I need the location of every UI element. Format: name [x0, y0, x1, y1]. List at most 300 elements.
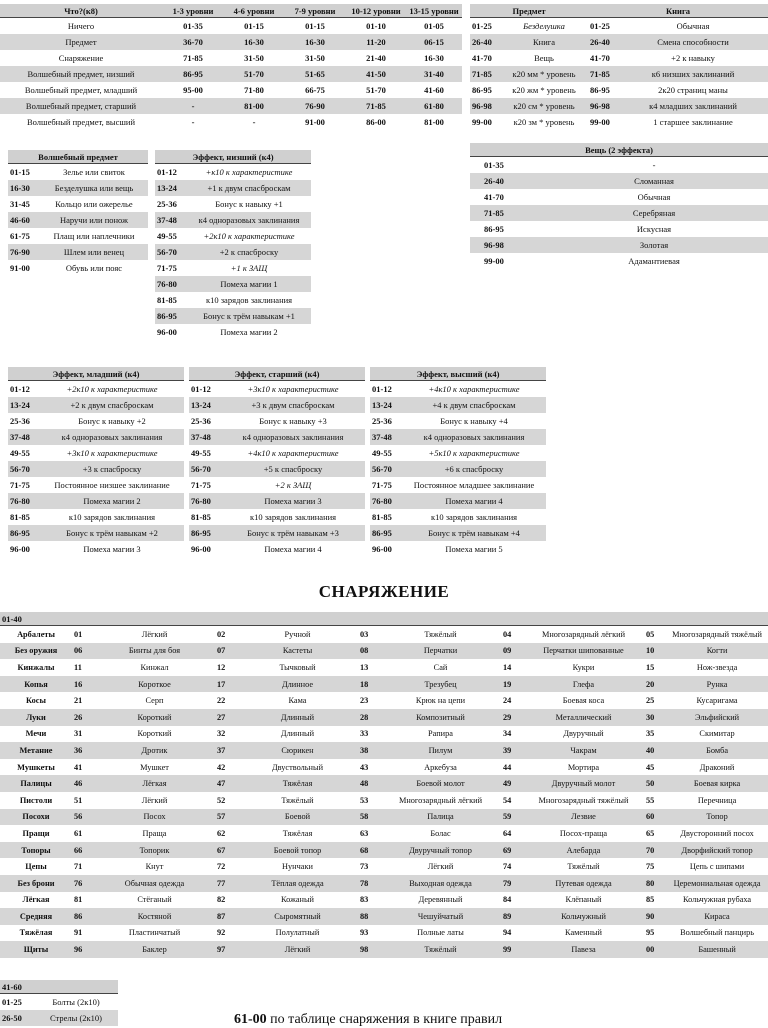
equipment-category: Тяжёлая — [19, 928, 53, 938]
equipment-roll-number: 60 — [644, 809, 666, 826]
book-result: к4 младших заклинаний — [618, 98, 768, 114]
equipment-category: Мечи — [25, 729, 47, 739]
thing-row — [470, 221, 768, 237]
equipment-category: Средняя — [0, 908, 72, 925]
equipment-roll-number: 28 — [358, 709, 380, 726]
effect-major-roll-range: 96-00 — [191, 544, 211, 554]
item-roll-range: 86-95 — [472, 85, 492, 95]
effect-minor-row — [8, 397, 184, 413]
effect-supreme-row — [370, 477, 546, 493]
effect-lesser-roll-range: 13-24 — [155, 180, 187, 196]
equipment-roll-number: 19 — [501, 676, 523, 693]
magic-item-roll-range: 91-00 — [10, 263, 30, 273]
equipment-category: Пращи — [22, 828, 50, 838]
book-result: Смена способности — [618, 34, 768, 50]
item-result: Вещь — [534, 53, 554, 63]
effect-supreme-row — [370, 509, 546, 525]
main-table-range-cell: 71-85 — [346, 98, 406, 114]
effect-minor-roll-range: 37-48 — [8, 429, 40, 445]
thing-row — [470, 237, 768, 253]
main-table-col-header: 7-9 уровни — [284, 4, 346, 18]
thing-result: Сломанная — [540, 173, 768, 189]
equipment-roll-number: 10 — [644, 643, 666, 660]
thing-row — [470, 189, 768, 205]
equipment-roll-number: 26 — [72, 709, 94, 726]
equipment-roll-number: 47 — [215, 775, 237, 792]
equipment-item-name: Пластинчатый — [128, 928, 181, 938]
book-roll-range: 96-98 — [588, 98, 618, 114]
effect-minor-roll-range: 25-36 — [10, 416, 30, 426]
item-roll-range: 41-70 — [472, 53, 492, 63]
effect-minor-result: +3 к спасброску — [40, 461, 184, 477]
equipment-roll-number: 04 — [503, 629, 512, 639]
equipment-roll-number: 43 — [360, 762, 369, 772]
equipment-item-name: Путевая одежда — [523, 875, 644, 892]
equipment-roll-number: 23 — [360, 696, 369, 706]
item-result: к20 зм * уровень — [513, 117, 575, 127]
thing-table — [470, 143, 768, 269]
equipment-row — [0, 742, 768, 759]
book-result: Обычная — [676, 21, 710, 31]
equipment-row — [0, 676, 768, 693]
equipment-row — [0, 792, 768, 809]
equipment-row — [0, 825, 768, 842]
equipment-roll-number: 35 — [646, 729, 655, 739]
equipment-item-name: Мортира — [567, 762, 600, 772]
equipment-roll-number: 96 — [72, 941, 94, 958]
equipment-roll-number: 22 — [217, 696, 226, 706]
item-book-row — [470, 66, 768, 82]
effect-lesser-roll-range: 49-55 — [157, 231, 177, 241]
main-table-row-label: Волшебный предмет, младший — [24, 85, 138, 95]
thing-result: Золотая — [540, 237, 768, 253]
equipment-roll-number: 73 — [360, 862, 369, 872]
equipment-item-name: Тяжёлый — [567, 862, 600, 872]
equipment-row — [0, 643, 768, 660]
main-table-range-cell: 31-50 — [244, 53, 264, 63]
equipment-item-name: Глефа — [523, 676, 644, 693]
equipment-item-name: Волшебный панцирь — [680, 928, 755, 938]
item-result: к20 мм * уровень — [500, 66, 588, 82]
magic-item-result: Плащ или наплечники — [53, 231, 135, 241]
equipment-category: Щиты — [0, 941, 72, 958]
item-table-header: Предмет — [470, 4, 588, 18]
equipment-item-name: Алебарда — [523, 842, 644, 859]
equipment-item-name: Эльфийский — [666, 709, 768, 726]
equipment-roll-number: 48 — [358, 775, 380, 792]
equipment-item-name: Двуручный молот — [523, 775, 644, 792]
equipment-roll-number: 86 — [72, 908, 94, 925]
equipment-item-name: Павеза — [523, 941, 644, 958]
equipment-roll-number: 38 — [358, 742, 380, 759]
equipment-roll-number: 76 — [72, 875, 94, 892]
main-table-range-cell: 71-80 — [244, 85, 264, 95]
thing-table-header: Вещь (2 эффекта) — [470, 143, 768, 157]
equipment-item-name: Когти — [666, 643, 768, 660]
equipment-item-name: Болас — [430, 828, 451, 838]
book-result: 2к20 страниц маны — [658, 85, 728, 95]
equipment-item-name: Выходная одежда — [380, 875, 501, 892]
effect-minor-row — [8, 493, 184, 509]
main-table-range-cell: 71-85 — [183, 53, 203, 63]
magic-item-row — [8, 196, 148, 212]
equipment-roll-number: 68 — [358, 842, 380, 859]
effect-supreme-result: +4 к двум спасброскам — [402, 397, 546, 413]
equipment-table — [0, 612, 768, 958]
equipment-roll-number: 98 — [358, 941, 380, 958]
ammo-result: Болты (2к10) — [52, 997, 100, 1007]
thing-result: Адамантиевая — [628, 256, 680, 266]
thing-roll-range: 96-98 — [470, 237, 540, 253]
equipment-roll-number: 27 — [215, 709, 237, 726]
equipment-roll-number: 17 — [215, 676, 237, 693]
equipment-row — [0, 941, 768, 958]
effect-major-roll-range: 37-48 — [189, 429, 221, 445]
magic-item-result: Безделушка или вещь — [40, 180, 148, 196]
equipment-item-name: Кожаный — [281, 895, 314, 905]
equipment-row — [0, 925, 768, 942]
equipment-item-name: Рапира — [428, 729, 453, 739]
equipment-item-name: Чешуйчатый — [380, 908, 501, 925]
equipment-roll-number: 52 — [217, 795, 226, 805]
effect-major-roll-range: 76-80 — [189, 493, 221, 509]
effect-lesser-result: +1 к ЗАЩ — [230, 263, 268, 273]
magic-item-roll-range: 31-45 — [10, 199, 30, 209]
effect-supreme-result: к4 одноразовых заклинания — [402, 429, 546, 445]
thing-roll-range: 01-35 — [484, 160, 504, 170]
equipment-row — [0, 659, 768, 676]
equipment-category: Топоры — [0, 842, 72, 859]
equipment-roll-number: 12 — [217, 662, 226, 672]
equipment-item-name: Длинное — [237, 676, 358, 693]
equipment-item-name: Скимитар — [699, 729, 735, 739]
equipment-roll-number: 14 — [503, 662, 512, 672]
effect-supreme-result: Постоянное младшее заклинание — [413, 480, 535, 490]
equipment-item-name: Тяжёлая — [237, 775, 358, 792]
effect-lesser-result: +2к10 к характеристике — [203, 231, 295, 241]
effect-supreme-roll-range: 25-36 — [372, 416, 392, 426]
equipment-item-name: Кольчужный — [523, 908, 644, 925]
main-table-range-cell: 81-00 — [224, 98, 284, 114]
magic-item-result: Шлем или венец — [40, 244, 148, 260]
equipment-roll-number: 02 — [217, 629, 226, 639]
equipment-item-name: Короткий — [137, 729, 172, 739]
main-table-row-label: Волшебный предмет, старший — [0, 98, 162, 114]
item-result: Книга — [500, 34, 588, 50]
main-table-range-cell: 01-05 — [424, 21, 444, 31]
item-book-row — [470, 98, 768, 114]
item-roll-range: 99-00 — [472, 117, 492, 127]
effect-lesser-roll-range: 71-75 — [157, 263, 177, 273]
equipment-item-name: Топорик — [94, 842, 215, 859]
effect-supreme-row — [370, 493, 546, 509]
equipment-item-name: Перчатки шипованные — [523, 643, 644, 660]
main-table-col-header: 13-15 уровни — [406, 4, 462, 18]
effect-minor-roll-range: 76-80 — [8, 493, 40, 509]
book-roll-range: 01-25 — [590, 21, 610, 31]
main-table-range-cell: 11-20 — [346, 34, 406, 50]
main-table-range-cell: 91-00 — [305, 117, 325, 127]
equipment-roll-number: 72 — [217, 862, 226, 872]
main-table-row-label: Ничего — [67, 21, 95, 31]
effect-major-row — [189, 509, 365, 525]
main-table-range-cell: - — [191, 117, 195, 127]
effect-major-row — [189, 397, 365, 413]
equipment-item-name: Боевая кирка — [666, 775, 768, 792]
effect-minor-row — [8, 445, 184, 461]
main-table-col-header: Что?(к8) — [0, 4, 162, 18]
equipment-roll-number: 29 — [501, 709, 523, 726]
equipment-item-name: Тычковый — [279, 662, 316, 672]
item-result: к20 жм * уровень — [512, 85, 576, 95]
effect-minor-result: Бонус к навыку +2 — [78, 416, 146, 426]
equipment-roll-number: 05 — [646, 629, 655, 639]
ammo-roll-range: 26-50 — [0, 1010, 34, 1026]
equipment-item-name: Лезвие — [523, 809, 644, 826]
item-book-row — [470, 114, 768, 130]
equipment-category: Посохи — [0, 809, 72, 826]
effect-minor-roll-range: 96-00 — [10, 544, 30, 554]
book-result: +2 к навыку — [671, 53, 715, 63]
effect-supreme-result: +4к10 к характеристике — [428, 384, 520, 394]
effect-major-result: +4к10 к характеристике — [247, 448, 339, 458]
equipment-roll-number: 58 — [358, 809, 380, 826]
equipment-roll-number: 54 — [503, 795, 512, 805]
effect-major-roll-range: 25-36 — [191, 416, 211, 426]
equipment-item-name: Лёгкий — [141, 629, 168, 639]
equipment-roll-number: 85 — [646, 895, 655, 905]
main-table-range-cell: 16-30 — [284, 34, 346, 50]
main-table-range-cell: 51-70 — [224, 66, 284, 82]
equipment-item-name: Драконий — [699, 762, 735, 772]
magic-item-roll-range: 76-90 — [8, 244, 40, 260]
equipment-row — [0, 875, 768, 892]
equipment-roll-number: 95 — [646, 928, 655, 938]
main-table-row — [0, 82, 462, 98]
effect-minor-row — [8, 477, 184, 493]
equipment-roll-number: 56 — [72, 809, 94, 826]
effect-minor-result: +2к10 к характеристике — [66, 384, 158, 394]
equipment-category: Палицы — [0, 775, 72, 792]
equipment-item-name: Двуручный — [563, 729, 604, 739]
effect-lesser-row — [155, 196, 311, 212]
effect-lesser-row — [155, 260, 311, 276]
equipment-roll-number: 42 — [217, 762, 226, 772]
equipment-item-name: Кама — [288, 696, 307, 706]
equipment-roll-number: 09 — [501, 643, 523, 660]
main-table-row — [0, 66, 462, 82]
effect-major-row — [189, 381, 365, 398]
equipment-item-name: Ручной — [284, 629, 311, 639]
equipment-item-name: Сыромятный — [237, 908, 358, 925]
equipment-roll-number: 89 — [501, 908, 523, 925]
equipment-item-name: Полные латы — [417, 928, 464, 938]
equipment-item-name: Кольчужная рубаха — [683, 895, 752, 905]
equipment-item-name: Тяжёлая — [282, 828, 313, 838]
magic-item-roll-range: 01-15 — [10, 167, 30, 177]
main-table-range-cell: 41-60 — [424, 85, 444, 95]
main-table-range-cell: 66-75 — [305, 85, 325, 95]
effect-major-result: Помеха магии 4 — [264, 544, 322, 554]
effect-major-result: +5 к спасброску — [221, 461, 365, 477]
main-table-range-cell: - — [162, 98, 224, 114]
main-table-range-cell: 31-40 — [406, 66, 462, 82]
effect-lesser-result: Помеха магии 1 — [187, 276, 311, 292]
effect-lesser-row — [155, 228, 311, 244]
main-table-range-cell: 86-95 — [162, 66, 224, 82]
equipment-item-name: Посох-праща — [559, 828, 608, 838]
effect-major-roll-range: 01-12 — [191, 384, 211, 394]
effect-supreme-result: Помеха магии 5 — [445, 544, 503, 554]
book-result: к6 низших заклинаний — [618, 66, 768, 82]
equipment-roll-number: 87 — [215, 908, 237, 925]
equipment-item-name: Обычная одежда — [94, 875, 215, 892]
equipment-item-name: Клёпаный — [565, 895, 602, 905]
equipment-item-name: Металлический — [523, 709, 644, 726]
effect-minor-result: к4 одноразовых заклинания — [40, 429, 184, 445]
equipment-roll-number: 92 — [217, 928, 226, 938]
equipment-category: Луки — [0, 709, 72, 726]
effect-major-row — [189, 477, 365, 493]
effect-major-roll-range: 81-85 — [191, 512, 211, 522]
equipment-item-name: Многозарядный лёгкий — [541, 629, 626, 639]
effect-major-row — [189, 429, 365, 445]
equipment-roll-number: 81 — [74, 895, 83, 905]
equipment-item-name: Топор — [666, 809, 768, 826]
effect-minor-result: +2 к двум спасброскам — [40, 397, 184, 413]
equipment-item-name: Кнут — [145, 862, 164, 872]
magic-item-row — [8, 212, 148, 228]
equipment-roll-number: 84 — [503, 895, 512, 905]
effect-lesser-result: к4 одноразовых заклинания — [187, 212, 311, 228]
equipment-item-name: Баклер — [94, 941, 215, 958]
effect-minor-result: к10 зарядов заклинания — [68, 512, 156, 522]
equipment-roll-number: 66 — [72, 842, 94, 859]
main-table-range-cell: 76-90 — [284, 98, 346, 114]
effect-minor-roll-range: 13-24 — [8, 397, 40, 413]
book-roll-range: 71-85 — [588, 66, 618, 82]
equipment-roll-number: 55 — [646, 795, 655, 805]
effect-lesser-result: к10 зарядов заклинания — [205, 295, 293, 305]
effect-supreme-roll-range: 81-85 — [372, 512, 392, 522]
main-table-row-label: Волшебный предмет, высший — [26, 117, 136, 127]
effect-supreme-roll-range: 56-70 — [370, 461, 402, 477]
thing-row — [470, 253, 768, 269]
effect-major-row — [189, 461, 365, 477]
equipment-roll-number: 45 — [646, 762, 655, 772]
equipment-item-name: Мушкет — [140, 762, 169, 772]
effect-lesser-result: Помеха магии 2 — [220, 327, 278, 337]
effect-major-result: к10 зарядов заклинания — [249, 512, 337, 522]
equipment-roll-number: 77 — [215, 875, 237, 892]
equipment-item-name: Перчатки — [380, 643, 501, 660]
equipment-item-name: Тяжёлый — [424, 629, 457, 639]
equipment-roll-number: 83 — [360, 895, 369, 905]
effect-supreme-row — [370, 429, 546, 445]
equipment-roll-number: 18 — [358, 676, 380, 693]
main-table-col-header: 10-12 уровни — [346, 4, 406, 18]
equipment-row — [0, 908, 768, 925]
equipment-item-name: Многозарядный тяжёлый — [538, 795, 629, 805]
equipment-item-name: Сюрикен — [237, 742, 358, 759]
effect-minor-row — [8, 429, 184, 445]
main-table-col-header: 1-3 уровни — [162, 4, 224, 18]
main-table-row — [0, 114, 462, 130]
effect-supreme-row — [370, 461, 546, 477]
magic-item-header: Волшебный предмет — [8, 150, 148, 164]
main-table-row — [0, 98, 462, 114]
equipment-roll-number: 03 — [360, 629, 369, 639]
effect-major-result: +3 к двум спасброскам — [221, 397, 365, 413]
equipment-roll-number: 24 — [503, 696, 512, 706]
equipment-roll-number: 90 — [644, 908, 666, 925]
effect-minor-header: Эффект, младший (к4) — [8, 367, 184, 381]
equipment-roll-number: 44 — [503, 762, 512, 772]
equipment-roll-number: 78 — [358, 875, 380, 892]
equipment-category: Кинжалы — [17, 662, 55, 672]
main-table-row — [0, 34, 462, 50]
equipment-category: Без оружия — [0, 643, 72, 660]
equipment-roll-number: 94 — [503, 928, 512, 938]
equipment-item-name: Двусторонний посох — [680, 828, 754, 838]
effect-major-roll-range: 71-75 — [191, 480, 211, 490]
effect-major-result: к4 одноразовых заклинания — [221, 429, 365, 445]
equipment-roll-number: 80 — [644, 875, 666, 892]
equipment-row — [0, 709, 768, 726]
equipment-roll-number: 21 — [74, 696, 83, 706]
equipment-roll-number: 67 — [215, 842, 237, 859]
bottom-note-text: по таблице снаряжения в книге правил — [266, 1012, 503, 1027]
equipment-item-name: Церемониальная одежда — [666, 875, 768, 892]
equipment-item-name: Дротик — [94, 742, 215, 759]
effect-major-result: +3к10 к характеристике — [247, 384, 339, 394]
equipment-category: Пистоли — [19, 795, 53, 805]
main-table-range-cell: 01-15 — [305, 21, 325, 31]
equipment-item-name: Трезубец — [380, 676, 501, 693]
main-table-col-header: 4-6 уровни — [224, 4, 284, 18]
thing-result: - — [652, 160, 656, 170]
equipment-item-name: Деревянный — [418, 895, 463, 905]
effect-minor-roll-range: 86-95 — [8, 525, 40, 541]
equipment-category: Копья — [0, 676, 72, 693]
book-roll-range: 41-70 — [590, 53, 610, 63]
equipment-roll-number: 63 — [360, 828, 369, 838]
equipment-roll-number: 99 — [501, 941, 523, 958]
effect-lesser-table — [155, 150, 311, 340]
ammo-row — [0, 994, 118, 1011]
effect-minor-result: Бонус к трём навыкам +2 — [40, 525, 184, 541]
magic-item-roll-range: 16-30 — [8, 180, 40, 196]
effect-lesser-row — [155, 164, 311, 181]
equipment-item-name: Бинты для боя — [94, 643, 215, 660]
effect-minor-table — [8, 367, 184, 557]
equipment-item-name: Кинжал — [140, 662, 169, 672]
main-table-row — [0, 50, 462, 66]
thing-roll-range: 86-95 — [484, 224, 504, 234]
equipment-row — [0, 726, 768, 743]
magic-item-row — [8, 260, 148, 276]
item-book-table — [470, 4, 768, 130]
equipment-category: Арбалеты — [17, 629, 55, 639]
thing-result: Серебряная — [540, 205, 768, 221]
equipment-roll-number: 91 — [74, 928, 83, 938]
thing-result: Обычная — [637, 192, 671, 202]
bottom-note — [234, 1012, 502, 1028]
effect-supreme-roll-range: 76-80 — [370, 493, 402, 509]
main-table-range-cell: 16-30 — [424, 53, 444, 63]
main-table-range-cell: 16-30 — [224, 34, 284, 50]
equipment-roll-number: 01 — [74, 629, 83, 639]
